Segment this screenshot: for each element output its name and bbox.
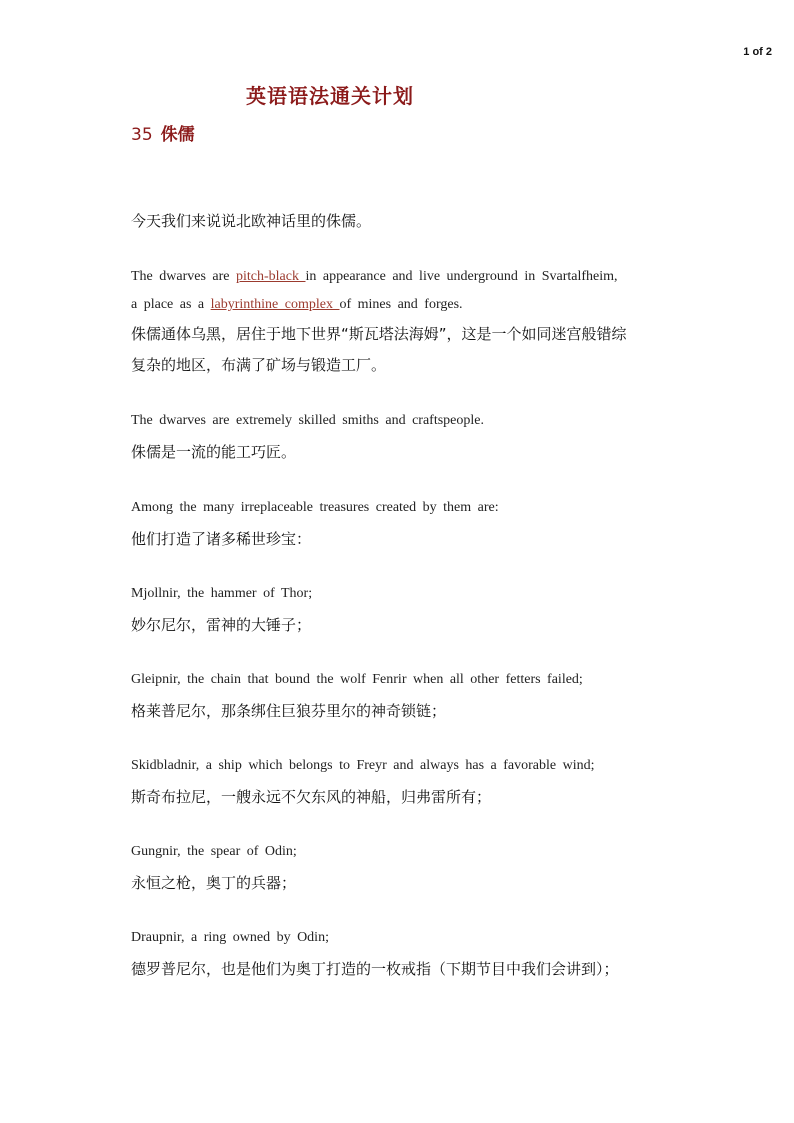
p1-chinese-line-2: 复杂的地区，布满了矿场与锻造工厂。 bbox=[131, 356, 387, 374]
p6-chinese: 斯奇布拉尼，一艘永远不欠东风的神船，归弗雷所有； bbox=[131, 788, 492, 806]
p8-english: Draupnir, a ring owned by Odin; bbox=[131, 930, 329, 945]
p5-chinese: 格莱普尼尔，那条绑住巨狼芬里尔的神奇锁链； bbox=[131, 702, 447, 720]
lesson-number: 35 bbox=[131, 125, 153, 145]
p4-chinese: 妙尔尼尔，雷神的大锤子； bbox=[131, 616, 312, 634]
p3-chinese: 他们打造了诸多稀世珍宝： bbox=[131, 530, 312, 548]
p7-chinese: 永恒之枪，奥丁的兵器； bbox=[131, 874, 297, 892]
p4-english: Mjollnir, the hammer of Thor; bbox=[131, 586, 313, 601]
p1-text: The dwarves are bbox=[131, 269, 237, 284]
p8-chinese: 德罗普尼尔，也是他们为奥丁打造的一枚戒指（下期节目中我们会讲到）； bbox=[131, 960, 619, 978]
p3-english: Among the many irreplaceable treasures created by them are: bbox=[131, 500, 499, 515]
intro-paragraph: 今天我们来说说北欧神话里的侏儒。 bbox=[131, 212, 372, 230]
p5-english: Gleipnir, the chain that bound the wolf Fenrir when all other fetters failed; bbox=[131, 672, 583, 687]
lesson-heading bbox=[131, 120, 195, 145]
p1-text: a place as a bbox=[131, 297, 211, 312]
page-number: 1 of 2 bbox=[743, 46, 772, 58]
p6-english: Skidbladnir, a ship which belongs to Freyr and always has a favorable wind; bbox=[131, 758, 595, 773]
highlight-pitch-black: pitch-black bbox=[236, 269, 306, 284]
p1-chinese-line-1: 侏儒通体乌黑，居住于地下世界“斯瓦塔法海姆”，这是一个如同迷宫般错综 bbox=[131, 325, 627, 343]
p2-english: The dwarves are extremely skilled smiths and craftspeople. bbox=[131, 413, 484, 428]
document-title: 英语语法通关计划 bbox=[246, 84, 414, 108]
p2-chinese: 侏儒是一流的能工巧匠。 bbox=[131, 443, 297, 461]
p1-english-line-1 bbox=[131, 269, 618, 285]
lesson-topic: 侏儒 bbox=[160, 125, 195, 145]
p1-english-line-2 bbox=[131, 297, 463, 313]
p1-text: in appearance and live underground in Svartalfheim, bbox=[305, 269, 618, 284]
highlight-labyrinthine-complex: labyrinthine complex bbox=[210, 297, 340, 312]
p7-english: Gungnir, the spear of Odin; bbox=[131, 844, 297, 859]
p1-text: of mines and forges. bbox=[339, 297, 463, 312]
